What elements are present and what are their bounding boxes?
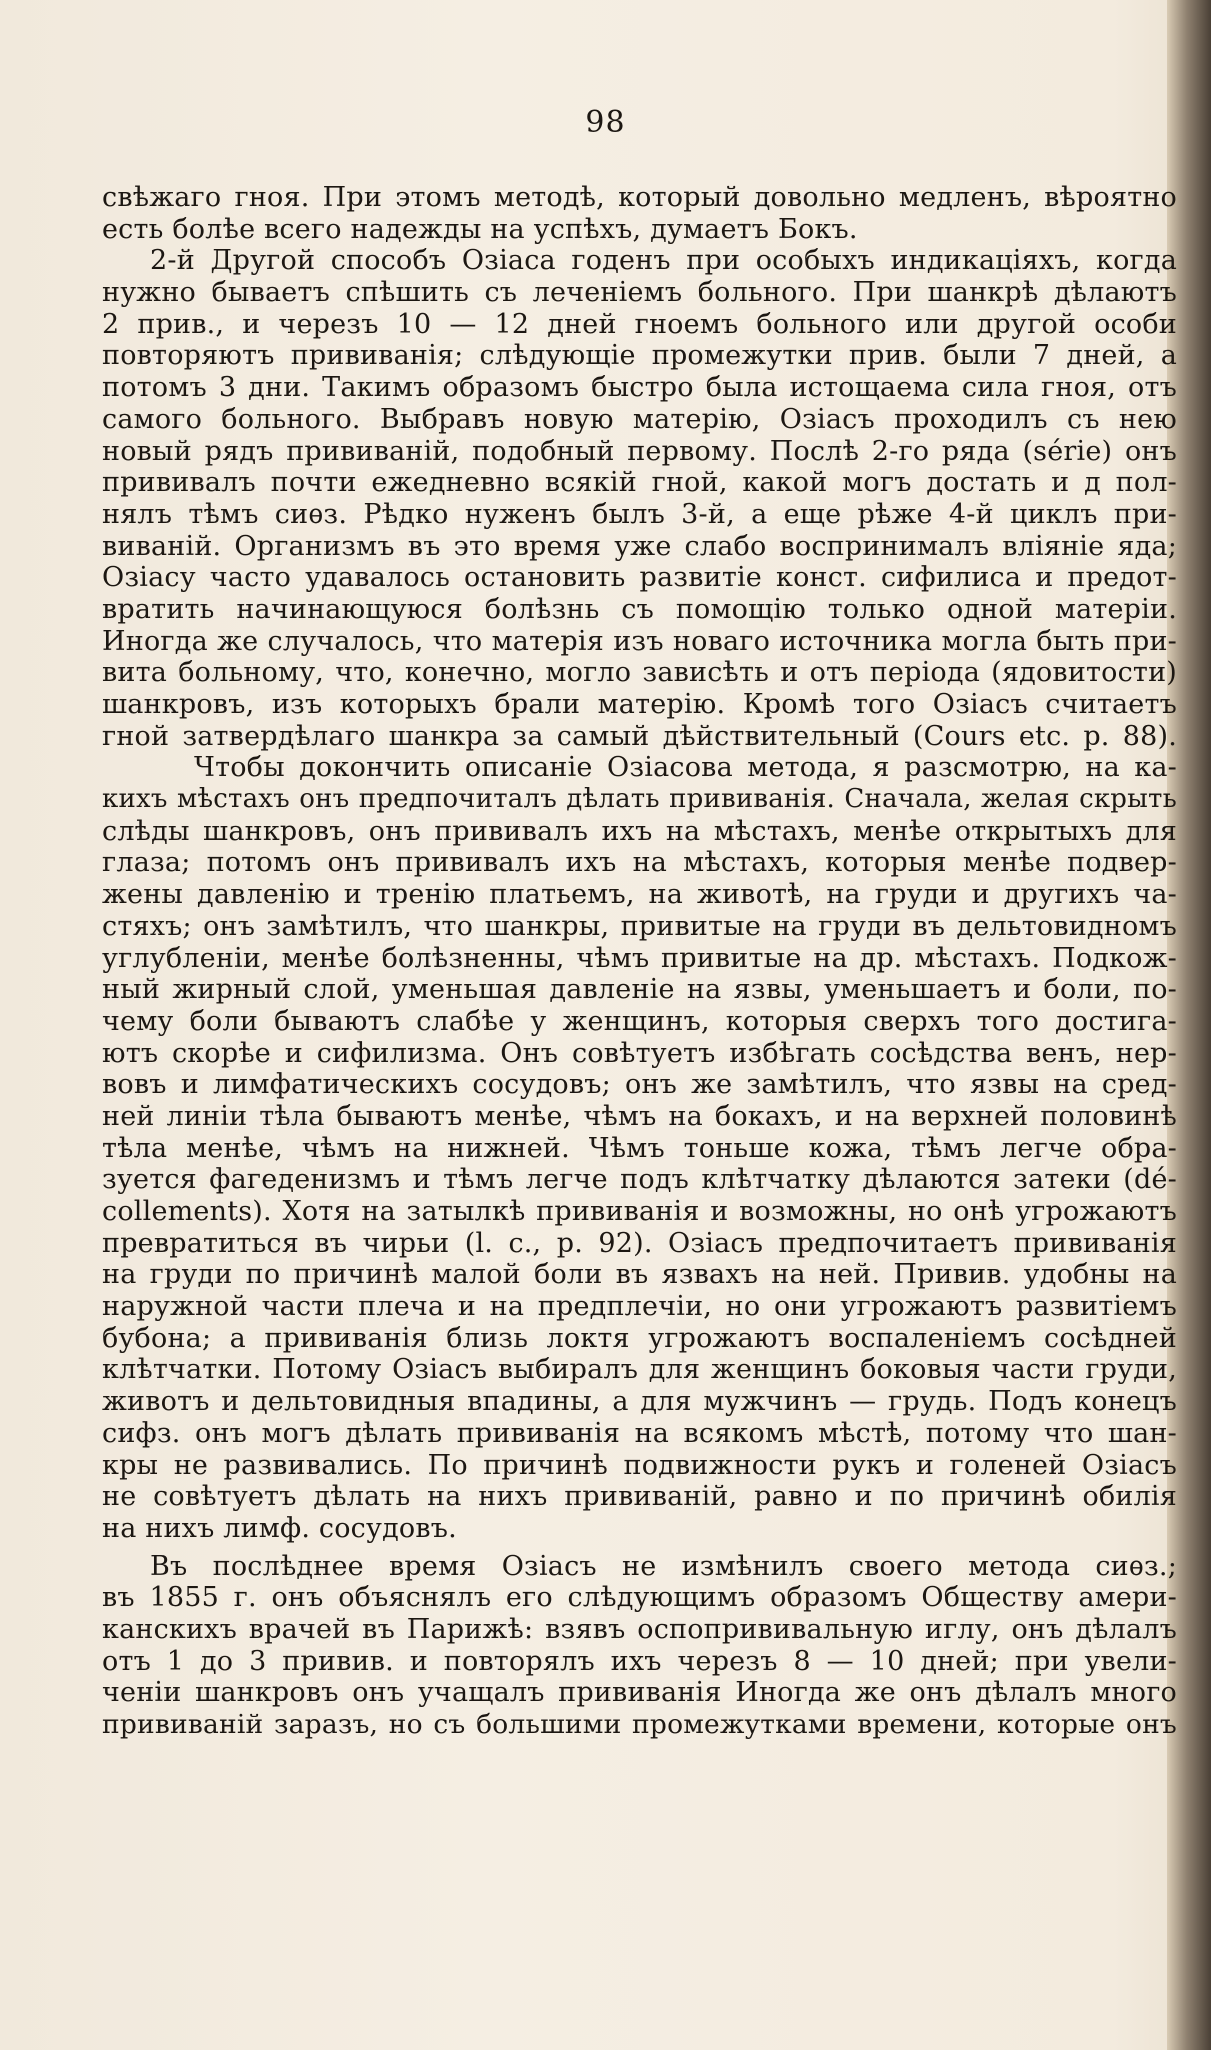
text-line: новый рядъ прививаній, подобный первому. Послѣ 2-го ряда (série) онъ <box>102 435 1177 467</box>
text-line: зуется фагеденизмъ и тѣмъ легче подъ клѣтчатку дѣлаются затеки (dé- <box>102 1164 1177 1196</box>
text-line: шанкровъ, изъ которыхъ брали матерію. Кромѣ того Озіасъ считаетъ <box>102 689 1177 720</box>
text-line: нялъ тѣмъ сиѳз. Рѣдко нуженъ былъ 3-й, а еще рѣже 4-й циклъ при- <box>102 498 1177 530</box>
text-line: ченіи шанкровъ онъ учащалъ прививанія Иногда же онъ дѣлалъ много <box>102 1677 1177 1709</box>
text-line: клѣтчатки. Потому Озіасъ выбиралъ для женщинъ боковыя части груди, <box>102 1354 1177 1386</box>
text-line: жены давленію и тренію платьемъ, на животѣ, на груди и другихъ ча- <box>102 879 1177 911</box>
text-line: на нихъ лимф. сосудовъ. <box>102 1512 457 1544</box>
page-number: 98 <box>585 105 626 140</box>
text-line: сифз. онъ могъ дѣлать прививанія на всякомъ мѣстѣ, потому что шан- <box>102 1417 1177 1449</box>
text-line: бубона; а прививанія близь локтя угрожаютъ воспаленіемъ сосѣдней <box>102 1322 1177 1354</box>
text-line: гной затвердѣлаго шанкра за самый дѣйствительный (Cours etc. p. 88). <box>102 720 1177 752</box>
text-line: свѣжаго гноя. При этомъ методѣ, который довольно медленъ, вѣроятно <box>102 182 1177 213</box>
text-line: ный жирный слой, уменьшая давленіе на язвы, уменьшаетъ и боли, по- <box>102 974 1177 1006</box>
text-line: кры не развивались. По причинѣ подвижности рукъ и голеней Озіасъ <box>102 1449 1177 1481</box>
text-line: въ 1855 г. онъ объяснялъ его слѣдующимъ образомъ Обществу амери- <box>102 1582 1177 1614</box>
text-line: вовъ и лимфатическихъ сосудовъ; онъ же замѣтилъ, что язвы на сред- <box>102 1069 1177 1101</box>
text-line: слѣды шанкровъ, онъ прививалъ ихъ на мѣстахъ, менѣе открытыхъ для <box>102 815 1177 847</box>
text-line: стяхъ; онъ замѣтилъ, что шанкры, привитые на груди въ дельтовидномъ <box>102 910 1177 942</box>
text-line: 2-й Другой способъ Озіаса годенъ при особыхъ индикаціяхъ, когда <box>150 245 1177 277</box>
text-line: отъ 1 до 3 привив. и повторялъ ихъ черезъ 8 — 10 дней; при увели- <box>102 1645 1177 1677</box>
text-line: прививалъ почти ежедневно всякій гной, какой могъ достать и д пол- <box>102 467 1177 499</box>
text-line: виваній. Организмъ въ это время уже слабо воспринималъ вліяніе яда; <box>102 530 1177 562</box>
text-line: самого больного. Выбравъ новую матерію, Озіасъ проходилъ съ нею <box>102 403 1177 435</box>
text-line: ютъ скорѣе и сифилизма. Онъ совѣтуетъ избѣгать сосѣдства венъ, нер- <box>102 1037 1177 1069</box>
text-line: Чтобы докончить описаніе Озіасова метода, я разсмотрю, на ка- <box>194 752 1177 784</box>
text-line: нужно бываетъ спѣшить съ леченіемъ больного. При шанкрѣ дѣлаютъ <box>102 277 1177 309</box>
text-line: не совѣтуетъ дѣлать на нихъ прививаній, равно и по причинѣ обилія <box>102 1481 1177 1513</box>
text-line: есть болѣе всего надежды на успѣхъ, думаетъ Бокъ. <box>102 213 858 245</box>
text-line: тѣла менѣе, чѣмъ на нижней. Чѣмъ тоньше кожа, тѣмъ легче обра- <box>102 1132 1177 1164</box>
text-line: глаза; потомъ онъ прививалъ ихъ на мѣстахъ, которыя менѣе подвер- <box>102 847 1177 879</box>
text-line: 2 прив., и черезъ 10 — 12 дней гноемъ больного или другой особи <box>102 308 1177 340</box>
body-text <box>102 182 1177 1741</box>
text-line: Иногда же случалось, что матерія изъ новаго источника могла быть при- <box>102 625 1177 657</box>
text-line: Въ послѣднее время Озіасъ не измѣнилъ своего метода сиѳз.; <box>150 1550 1177 1582</box>
text-line: углубленіи, менѣе болѣзненны, чѣмъ привитые на др. мѣстахъ. Подкож- <box>102 942 1177 974</box>
text-line: превратиться въ чирьи (l. c., p. 92). Озіасъ предпочитаетъ прививанія <box>102 1227 1177 1259</box>
text-line: на груди по причинѣ малой боли въ язвахъ на ней. Привив. удобны на <box>102 1259 1177 1291</box>
text-line: Озіасу часто удавалось остановить развитіе конст. сифилиса и предот- <box>102 562 1177 594</box>
text-line: вита больному, что, конечно, могло зависѣть и отъ періода (ядовитости) <box>102 657 1177 689</box>
text-line: наружной части плеча и на предплечіи, но они угрожаютъ развитіемъ <box>102 1291 1177 1323</box>
text-line: потомъ 3 дни. Такимъ образомъ быстро была истощаема сила гноя, отъ <box>102 372 1177 404</box>
text-line: канскихъ врачей въ Парижѣ: взявъ оспопрививальную иглу, онъ дѣлалъ <box>102 1613 1177 1645</box>
text-line: ней линіи тѣла бываютъ менѣе, чѣмъ на бокахъ, и на верхней половинѣ <box>102 1100 1177 1132</box>
text-line: повторяютъ прививанія; слѣдующіе промежутки прив. были 7 дней, а <box>102 340 1177 372</box>
text-line: кихъ мѣстахъ онъ предпочиталъ дѣлать прививанія. Сначала, желая скрыть <box>102 784 1177 815</box>
text-line: collements). Хотя на затылкѣ прививанія и возможны, но онѣ угрожаютъ <box>102 1196 1177 1227</box>
text-line: животъ и дельтовидныя впадины, а для мужчинъ — грудь. Подъ конецъ <box>102 1386 1177 1418</box>
text-line: чему боли бываютъ слабѣе у женщинъ, которыя сверхъ того достига- <box>102 1005 1177 1037</box>
text-line: вратить начинающуюся болѣзнь съ помощію только одной матеріи. <box>102 593 1177 625</box>
text-line: прививаній заразъ, но съ большими промежутками времени, которые онъ <box>102 1709 1177 1740</box>
